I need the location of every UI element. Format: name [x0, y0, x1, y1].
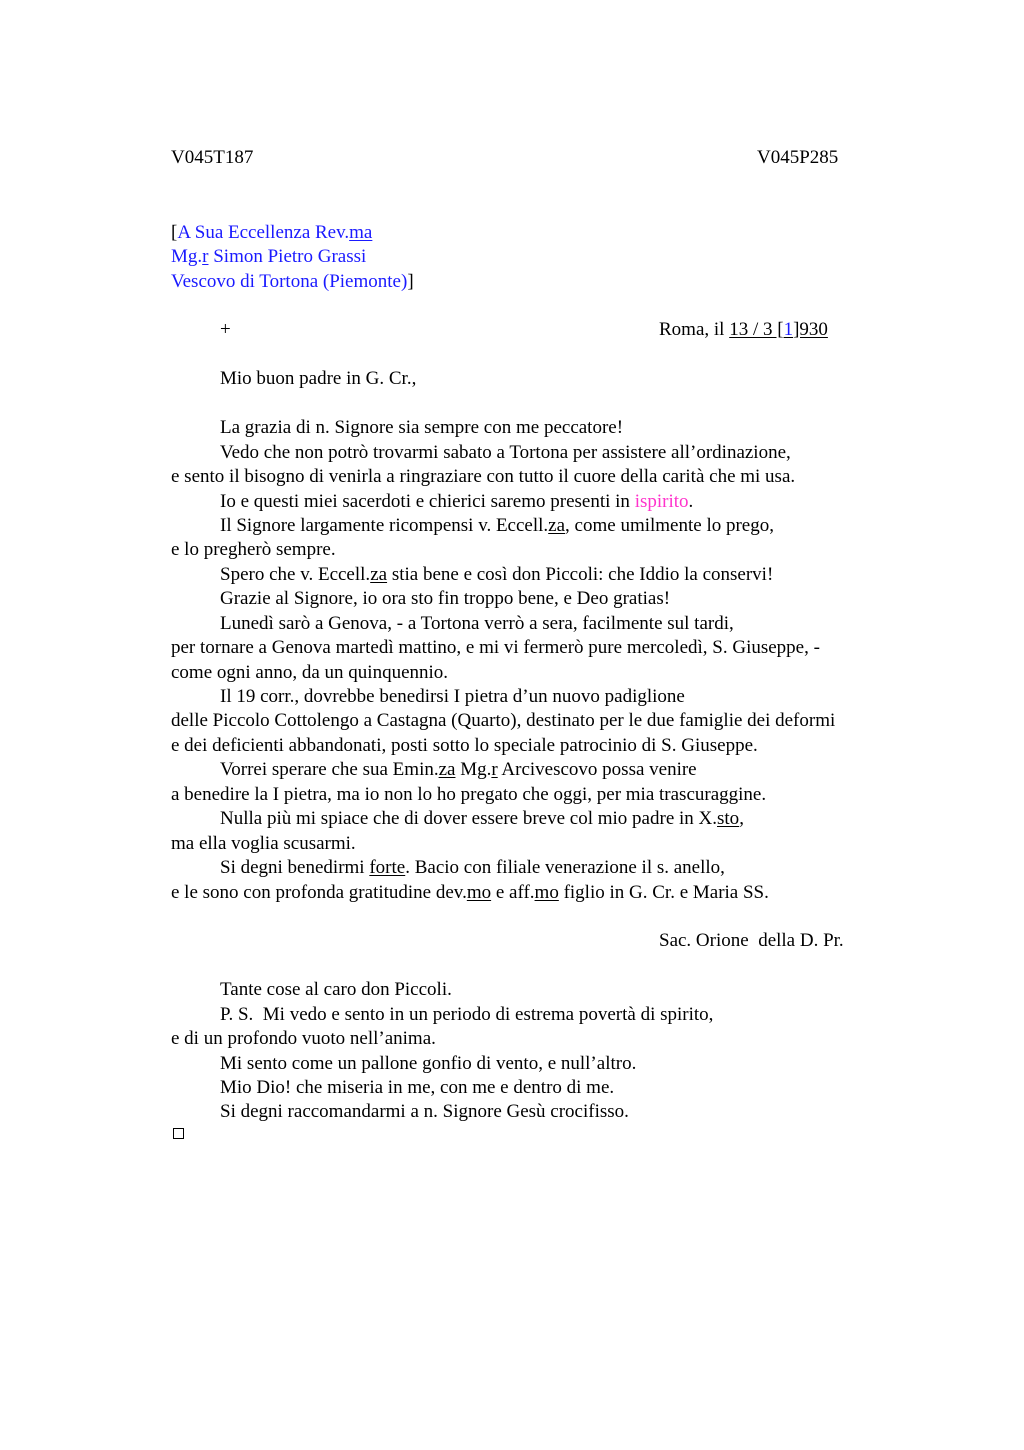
- postscript-line: P. S. Mi vedo e sento in un periodo di estrema povertà di spirito,: [220, 1004, 714, 1025]
- cross-mark: +: [220, 319, 231, 340]
- body-text: , come umilmente lo prego,: [565, 515, 774, 536]
- body-line: delle Piccolo Cottolengo a Castagna (Quarto), destinato per le due famiglie dei deformi: [171, 710, 836, 731]
- address-recipient-title: A Sua Eccellenza Rev.: [177, 222, 350, 243]
- date-year-digit: 1: [783, 319, 794, 340]
- body-line: come ogni anno, da un quinquennio.: [171, 662, 449, 683]
- address-line-1: [171, 221, 372, 245]
- postscript-line: e di un profondo vuoto nell’anima.: [171, 1028, 436, 1049]
- address-recipient-see: Vescovo di Tortona (Piemonte): [171, 271, 408, 292]
- body-text: . Bacio con filiale venerazione il s. anello,: [405, 857, 725, 878]
- body-line: [220, 490, 693, 514]
- body-line: [220, 514, 774, 538]
- body-line: per tornare a Genova martedì mattino, e mi vi fermerò pure mercoledì, S. Giuseppe, -: [171, 637, 820, 658]
- abbreviation: mo: [534, 882, 559, 903]
- body-text: Il Signore largamente ricompensi v. Eccell.: [220, 515, 549, 536]
- body-line: a benedire la I pietra, ma io non lo ho pregato che oggi, per mia trascuraggine.: [171, 784, 767, 805]
- body-text: Arcivescovo possa venire: [497, 759, 697, 780]
- body-line: e dei deficienti abbandonati, posti sotto lo speciale patrocinio di S. Giuseppe.: [171, 735, 758, 756]
- body-text: Mg.: [455, 759, 492, 780]
- signature: Sac. Orione della D. Pr.: [659, 930, 844, 951]
- document-code-left: V045T187: [171, 147, 254, 168]
- postscript-line: Si degni raccomandarmi a n. Signore Gesù crocifisso.: [220, 1101, 629, 1122]
- abbreviation: sto: [717, 808, 740, 829]
- address-line-3: [171, 270, 414, 294]
- body-text: Si degni benedirmi: [220, 857, 370, 878]
- salutation: Mio buon padre in G. Cr.,: [220, 368, 417, 389]
- address-line-2: [171, 245, 366, 269]
- abbreviation: za: [548, 515, 566, 536]
- body-text: stia bene e così don Piccoli: che Iddio la conservi!: [387, 564, 774, 585]
- body-text: e le sono con profonda gratitudine dev.: [171, 882, 467, 903]
- body-text: figlio in G. Cr. e Maria SS.: [558, 882, 769, 903]
- end-square-icon: [173, 1128, 184, 1139]
- body-line: Vedo che non potrò trovarmi sabato a Tortona per assistere all’ordinazione,: [220, 442, 791, 463]
- abbreviation: mo: [466, 882, 492, 903]
- underlined-word: forte: [369, 857, 406, 878]
- address-close-bracket: ]: [407, 271, 414, 292]
- document-code-right: V045P285: [757, 147, 839, 168]
- dateline-place: Roma, il: [659, 319, 730, 340]
- body-line: [220, 807, 744, 831]
- address-abbr-ma: ma: [349, 222, 373, 243]
- body-line: La grazia di n. Signore sia sempre con me peccatore!: [220, 417, 624, 438]
- body-text: Spero che v. Eccell.: [220, 564, 371, 585]
- body-line: Grazie al Signore, io ora sto fin troppo bene, e Deo gratias!: [220, 588, 671, 609]
- body-text: Vorrei sperare che sua Emin.: [220, 759, 439, 780]
- body-line: Il 19 corr., dovrebbe benedirsi I pietra d’un nuovo padiglione: [220, 686, 685, 707]
- body-line: e lo pregherò sempre.: [171, 539, 336, 560]
- address-abbr-r: r: [202, 246, 209, 267]
- address-abbr-base: Mg.: [171, 246, 203, 267]
- body-line: [220, 856, 725, 880]
- body-text: ,: [739, 808, 744, 829]
- body-line: Lunedì sarò a Genova, - a Tortona verrò a sera, facilmente sul tardi,: [220, 613, 734, 634]
- body-line: ma ella voglia scusarmi.: [171, 833, 356, 854]
- abbreviation: za: [370, 564, 388, 585]
- date-part-2: ]930: [793, 319, 828, 340]
- dateline-date: [729, 319, 828, 340]
- abbreviation: r: [491, 759, 498, 780]
- address-open-bracket: [: [171, 222, 178, 243]
- date-part-1: 13 / 3 [: [729, 319, 784, 340]
- postscript-line: Tante cose al caro don Piccoli.: [220, 979, 452, 1000]
- body-text: .: [688, 491, 694, 512]
- body-text: e aff.: [491, 882, 535, 903]
- body-line: [171, 881, 769, 905]
- body-line: e sento il bisogno di venirla a ringraziare con tutto il cuore della carità che mi usa.: [171, 466, 796, 487]
- body-line: [220, 563, 773, 587]
- body-text: Io e questi miei sacerdoti e chierici saremo presenti in: [220, 491, 635, 512]
- abbreviation: za: [438, 759, 456, 780]
- body-line: [220, 758, 697, 782]
- address-recipient-name: Simon Pietro Grassi: [208, 246, 367, 267]
- postscript-line: Mi sento come un pallone gonfio di vento, e null’altro.: [220, 1053, 637, 1074]
- highlighted-word: ispirito: [634, 491, 689, 512]
- postscript-line: Mio Dio! che miseria in me, con me e dentro di me.: [220, 1077, 615, 1098]
- dateline: [659, 318, 828, 342]
- body-text: Nulla più mi spiace che di dover essere breve col mio padre in X.: [220, 808, 717, 829]
